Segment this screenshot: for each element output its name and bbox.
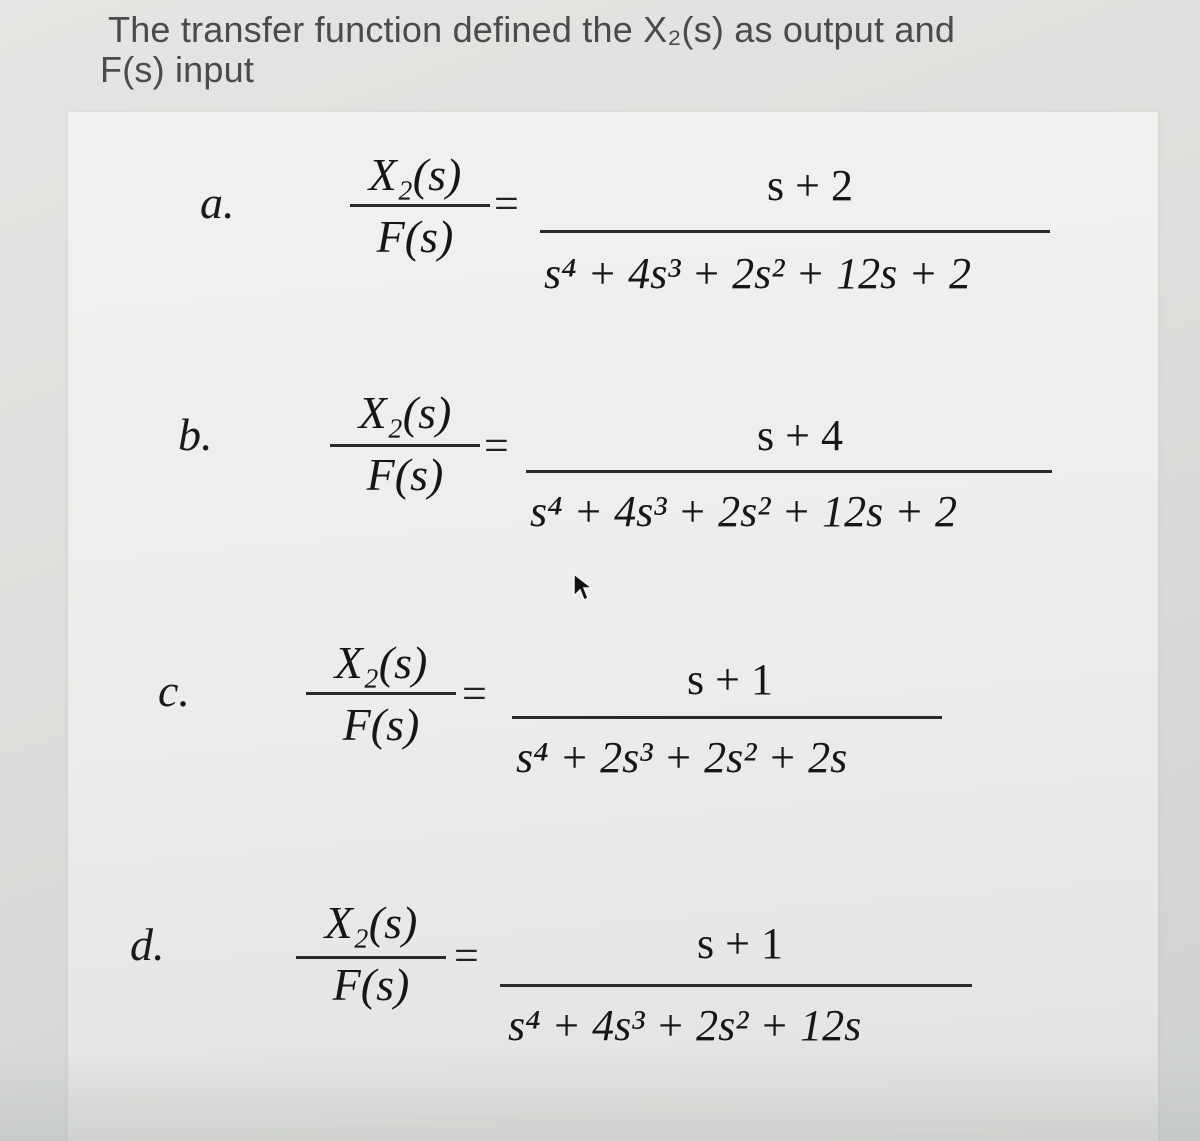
lhs-denominator: F(s) xyxy=(366,449,444,500)
bottom-shadow-strip xyxy=(0,1050,1200,1141)
lhs-fraction-bar xyxy=(306,692,456,695)
rhs-numerator: s + 4 xyxy=(757,411,843,460)
rhs-denominator: s⁴ + 4s³ + 2s² + 12s xyxy=(508,1001,862,1050)
equals-sign: = xyxy=(494,179,519,228)
option-letter: c. xyxy=(158,665,190,716)
equals-sign: = xyxy=(454,931,479,980)
rhs-denominator: s⁴ + 4s³ + 2s² + 12s + 2 xyxy=(544,249,971,298)
option-letter: a. xyxy=(200,177,235,228)
question-line-1: The transfer function defined the X₂(s) as output and xyxy=(108,9,956,50)
rhs-fraction-bar xyxy=(500,984,972,987)
lhs-fraction-bar xyxy=(296,956,446,959)
rhs-fraction-bar xyxy=(540,230,1050,233)
lhs-denominator: F(s) xyxy=(332,959,410,1010)
lhs-numerator: X₂(s) xyxy=(358,387,452,438)
rhs-fraction-bar xyxy=(526,470,1052,473)
rhs-denominator: s⁴ + 2s³ + 2s² + 2s xyxy=(516,733,848,782)
rhs-numerator: s + 1 xyxy=(687,655,773,704)
lhs-fraction-bar xyxy=(350,204,490,207)
option-letter: d. xyxy=(130,919,165,970)
rhs-numerator: s + 1 xyxy=(697,919,783,968)
rhs-denominator: s⁴ + 4s³ + 2s² + 12s + 2 xyxy=(530,487,957,536)
lhs-numerator: X₂(s) xyxy=(368,149,462,200)
lhs-denominator: F(s) xyxy=(376,211,454,262)
lhs-fraction xyxy=(296,898,446,1010)
lhs-numerator: X₂(s) xyxy=(334,637,428,688)
lhs-numerator: X₂(s) xyxy=(324,897,418,948)
option-letter: b. xyxy=(178,409,213,460)
equals-sign: = xyxy=(462,669,487,718)
lhs-fraction-bar xyxy=(330,444,480,447)
equals-sign: = xyxy=(484,421,509,470)
lhs-denominator: F(s) xyxy=(342,699,420,750)
rhs-numerator: s + 2 xyxy=(767,161,853,210)
question-line-2: F(s) input xyxy=(100,49,255,90)
rhs-fraction-bar xyxy=(512,716,942,719)
